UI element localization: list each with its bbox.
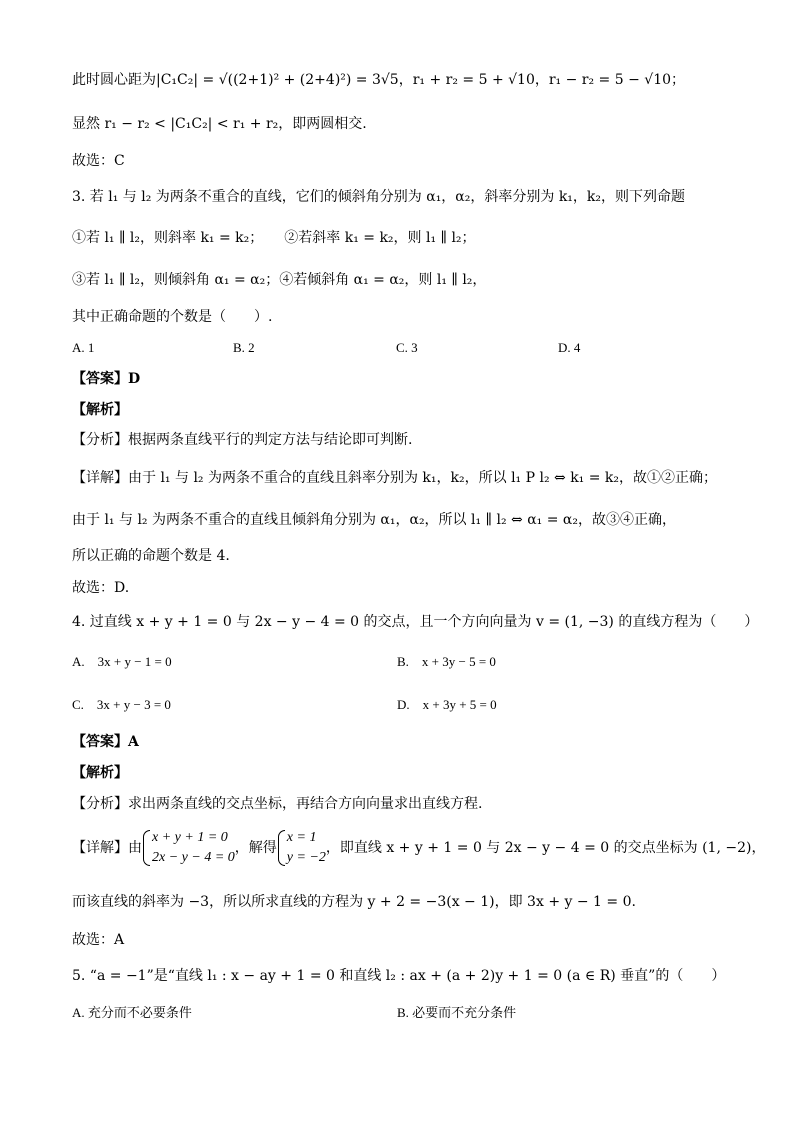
intersect-conclusion: 显然 r₁ − r₂ < |C₁C₂| < r₁ + r₂，即两圆相交. [72,116,367,132]
q4-detail-1 [72,826,765,870]
q4-option-d: D. x + 3y + 5 = 0 [397,697,497,712]
q4-sys1-eq1: x + y + 1 = 0 [152,830,228,845]
q4-sys2-eq1: x = 1 [286,830,317,845]
q3-fenxi: 【分析】根据两条直线平行的判定方法与结论即可判断. [72,432,413,448]
q3-option-d: D. 4 [558,340,581,355]
q4-sys1-eq2: 2x − y − 4 = 0 [152,850,235,865]
question-3-stem: 3. 若 l₁ 与 l₂ 为两条不重合的直线，它们的倾斜角分别为 α₁，α₂，斜率分别为 k₁，k₂，则下列命题 [72,189,686,205]
q4-sys2-eq2: y = −2 [286,850,326,865]
q3-option-a: A. 1 [72,340,95,355]
answer-choice-c: 故选：C [72,153,125,169]
q4-option-a: A. 3x + y − 1 = 0 [72,654,172,669]
q4-solution-system [277,828,326,868]
q4-answer: 【答案】A [72,734,139,750]
q3-answer: 【答案】D [72,371,141,387]
q4-choose: 故选：A [72,932,125,948]
q3-option-c: C. 3 [396,340,418,355]
q5-option-b: B. 必要而不充分条件 [397,1005,517,1020]
q3-option-b: B. 2 [233,340,255,355]
q4-detail-suffix: ，即直线 x + y + 1 = 0 与 2x − y − 4 = 0 的交点坐标为 (1, −2)， [325,840,766,856]
q4-equation-system [142,828,235,868]
q5-option-a: A. 充分而不必要条件 [72,1005,192,1020]
q3-detail-2: 由于 l₁ 与 l₂ 为两条不重合的直线且倾斜角分别为 α₁，α₂，所以 l₁ ∥ l₂ ⇔ α₁ = α₂，故③④正确， [72,512,676,528]
q4-fenxi: 【分析】求出两条直线的交点坐标，再结合方向向量求出直线方程. [72,796,483,812]
question-3-statements-1-2: ①若 l₁ ∥ l₂，则斜率 k₁ = k₂； ②若斜率 k₁ = k₂，则 l₁ ∥ l₂； [72,230,476,246]
q4-detail-mid: ，解得 [234,840,277,856]
question-3-statements-3-4: ③若 l₁ ∥ l₂，则倾斜角 α₁ = α₂；④若倾斜角 α₁ = α₂，则 l₁ ∥ l₂， [72,272,487,288]
q3-analysis-heading: 【解析】 [72,402,128,418]
q3-detail-1: 【详解】由于 l₁ 与 l₂ 为两条不重合的直线且斜率分别为 k₁，k₂，所以 l₁ P l₂ ⇔ k₁ = k₂，故①②正确； [72,470,718,486]
question-5-stem: 5. “a = −1”是“直线 l₁ : x − ay + 1 = 0 和直线 l₂ : ax + (a + 2)y + 1 = 0 (a ∈ R) 垂直”的（ ） [72,968,726,984]
distance-line: 此时圆心距为|C₁C₂| = √((2+1)² + (2+4)²) = 3√5，r₁ + r₂ = 5 + √10，r₁ − r₂ = 5 − √10； [72,72,686,88]
q4-detail-2: 而该直线的斜率为 −3，所以所求直线的方程为 y + 2 = −3(x − 1)，即 3x + y − 1 = 0. [72,894,636,910]
q3-choose: 故选：D. [72,580,130,596]
q4-option-c: C. 3x + y − 3 = 0 [72,697,171,712]
q4-option-b: B. x + 3y − 5 = 0 [397,654,496,669]
q3-detail-3: 所以正确的命题个数是 4. [72,548,230,564]
question-3-ask: 其中正确命题的个数是（ ）. [72,309,273,325]
q4-detail-prefix: 【详解】由 [72,840,142,856]
q4-analysis-heading: 【解析】 [72,765,128,781]
question-4-stem: 4. 过直线 x + y + 1 = 0 与 2x − y − 4 = 0 的交点，且一个方向向量为 v = (1, −3) 的直线方程为（ ） [72,614,759,630]
